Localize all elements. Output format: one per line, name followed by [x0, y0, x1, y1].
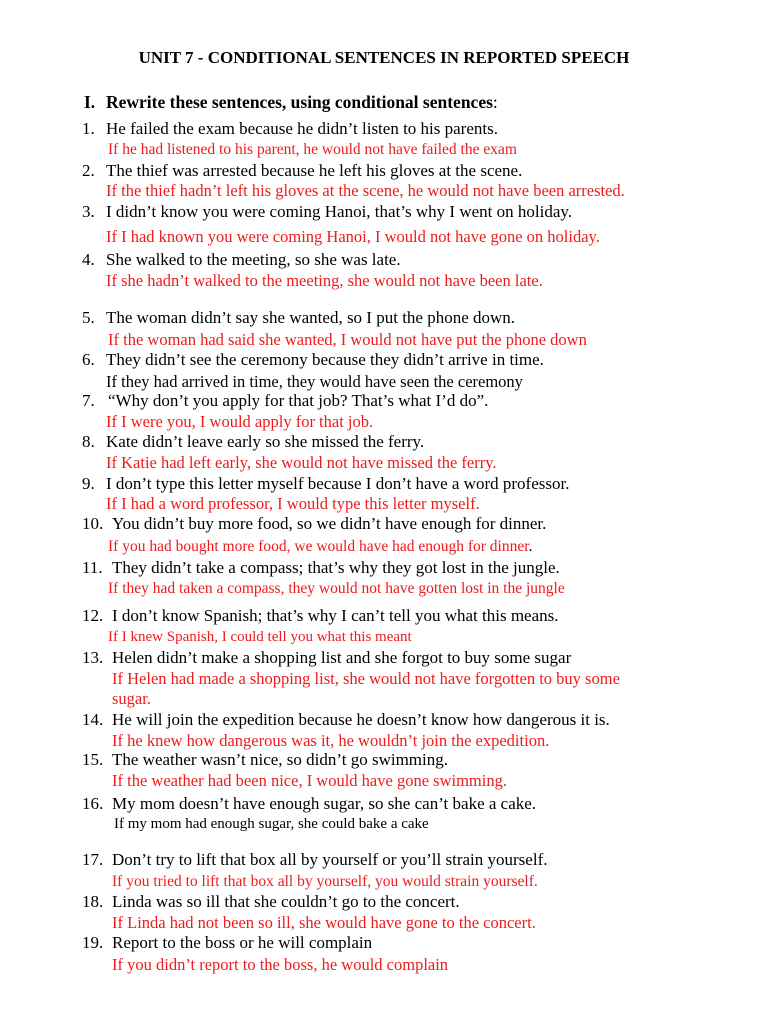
item-number: 10.	[82, 514, 104, 533]
item-number: 12.	[82, 606, 104, 625]
item-number: 4.	[82, 250, 95, 269]
question-text: They didn’t see the ceremony because they didn’t arrive in time.	[106, 350, 544, 369]
item-number: 9.	[82, 474, 95, 493]
question-text: The weather wasn’t nice, so didn’t go swimming.	[112, 750, 449, 769]
answer-text: If I had a word professor, I would type this letter myself.	[106, 494, 480, 513]
section-heading	[84, 92, 498, 113]
answer-period: .	[528, 538, 533, 555]
answer-text: If Linda had not been so ill, she would have gone to the concert.	[112, 913, 536, 932]
question-text: Linda was so ill that she couldn’t go to the concert.	[112, 892, 460, 911]
question-text: The thief was arrested because he left his gloves at the scene.	[106, 161, 523, 180]
item-number: 2.	[82, 161, 95, 180]
question-text: She walked to the meeting, so she was late.	[106, 250, 401, 269]
question-text: Helen didn’t make a shopping list and she forgot to buy some sugar	[112, 648, 572, 667]
answer-text: If they had arrived in time, they would have seen the ceremony	[106, 372, 523, 391]
answer-text: If she hadn’t walked to the meeting, she would not have been late.	[106, 271, 543, 290]
question-text: I don’t know Spanish; that’s why I can’t tell you what this means.	[112, 606, 559, 625]
section-colon: :	[492, 92, 498, 112]
item-number: 18.	[82, 892, 104, 911]
item-number: 7.	[82, 391, 95, 410]
item-number: 14.	[82, 710, 104, 729]
answer-text: If the woman had said she wanted, I would not have put the phone down	[108, 330, 587, 349]
question-text: They didn’t take a compass; that’s why they got lost in the jungle.	[112, 558, 560, 577]
item-number: 19.	[82, 933, 104, 952]
item-number: 8.	[82, 432, 95, 451]
answer-text: If Katie had left early, she would not have missed the ferry.	[106, 453, 497, 472]
answer-text: If the weather had been nice, I would have gone swimming.	[112, 771, 507, 790]
answer-text: If my mom had enough sugar, she could bake a cake	[114, 816, 429, 832]
item-number: 6.	[82, 350, 95, 369]
answer-text: If I were you, I would apply for that job.	[106, 412, 374, 431]
item-number: 17.	[82, 850, 104, 869]
answer-text: If he knew how dangerous was it, he wouldn’t join the expedition.	[112, 731, 550, 750]
question-text: I don’t type this letter myself because I don’t have a word professor.	[106, 474, 570, 493]
question-text: Don’t try to lift that box all by yourself or you’ll strain yourself.	[112, 850, 548, 869]
question-text: My mom doesn’t have enough sugar, so she can’t bake a cake.	[112, 794, 537, 813]
answer-text: If the thief hadn’t left his gloves at the scene, he would not have been arrested.	[106, 181, 625, 200]
item-number: 15.	[82, 750, 104, 769]
section-numeral: I.	[84, 92, 96, 112]
question-text: He will join the expedition because he doesn’t know how dangerous it is.	[112, 710, 610, 729]
question-text: Kate didn’t leave early so she missed the ferry.	[106, 432, 425, 451]
question-text: “Why don’t you apply for that job? That’s what I’d do”.	[108, 391, 489, 410]
item-number: 16.	[82, 794, 104, 813]
answer-text: If they had taken a compass, they would not have gotten lost in the jungle	[108, 580, 565, 597]
question-text: The woman didn’t say she wanted, so I put the phone down.	[106, 308, 516, 327]
item-number: 13.	[82, 648, 104, 667]
answer-text: If you tried to lift that box all by yourself, you would strain yourself.	[112, 873, 538, 890]
answer-main: If you had bought more food, we would have had enough for dinner	[108, 538, 529, 555]
answer-text-continued: sugar.	[112, 689, 151, 708]
section-instruction: Rewrite these sentences, using conditional sentences	[106, 92, 493, 112]
question-text: I didn’t know you were coming Hanoi, that’s why I went on holiday.	[106, 202, 573, 221]
answer-text: If I knew Spanish, I could tell you what this meant	[108, 629, 412, 645]
question-text: You didn’t buy more food, so we didn’t have enough for dinner.	[112, 514, 547, 533]
question-text: Report to the boss or he will complain	[112, 933, 373, 952]
answer-text: If you didn’t report to the boss, he would complain	[112, 955, 449, 974]
answer-text: If Helen had made a shopping list, she would not have forgotten to buy some	[112, 669, 620, 688]
question-text: He failed the exam because he didn’t listen to his parents.	[106, 119, 498, 138]
answer-text	[108, 538, 532, 556]
item-number: 3.	[82, 202, 95, 221]
answer-text: If he had listened to his parent, he would not have failed the exam	[108, 141, 517, 158]
page-title: UNIT 7 - CONDITIONAL SENTENCES IN REPORTED SPEECH	[138, 48, 630, 67]
item-number: 11.	[82, 558, 103, 577]
answer-text: If I had known you were coming Hanoi, I would not have gone on holiday.	[106, 227, 600, 246]
item-number: 5.	[82, 308, 95, 327]
item-number: 1.	[82, 119, 95, 138]
